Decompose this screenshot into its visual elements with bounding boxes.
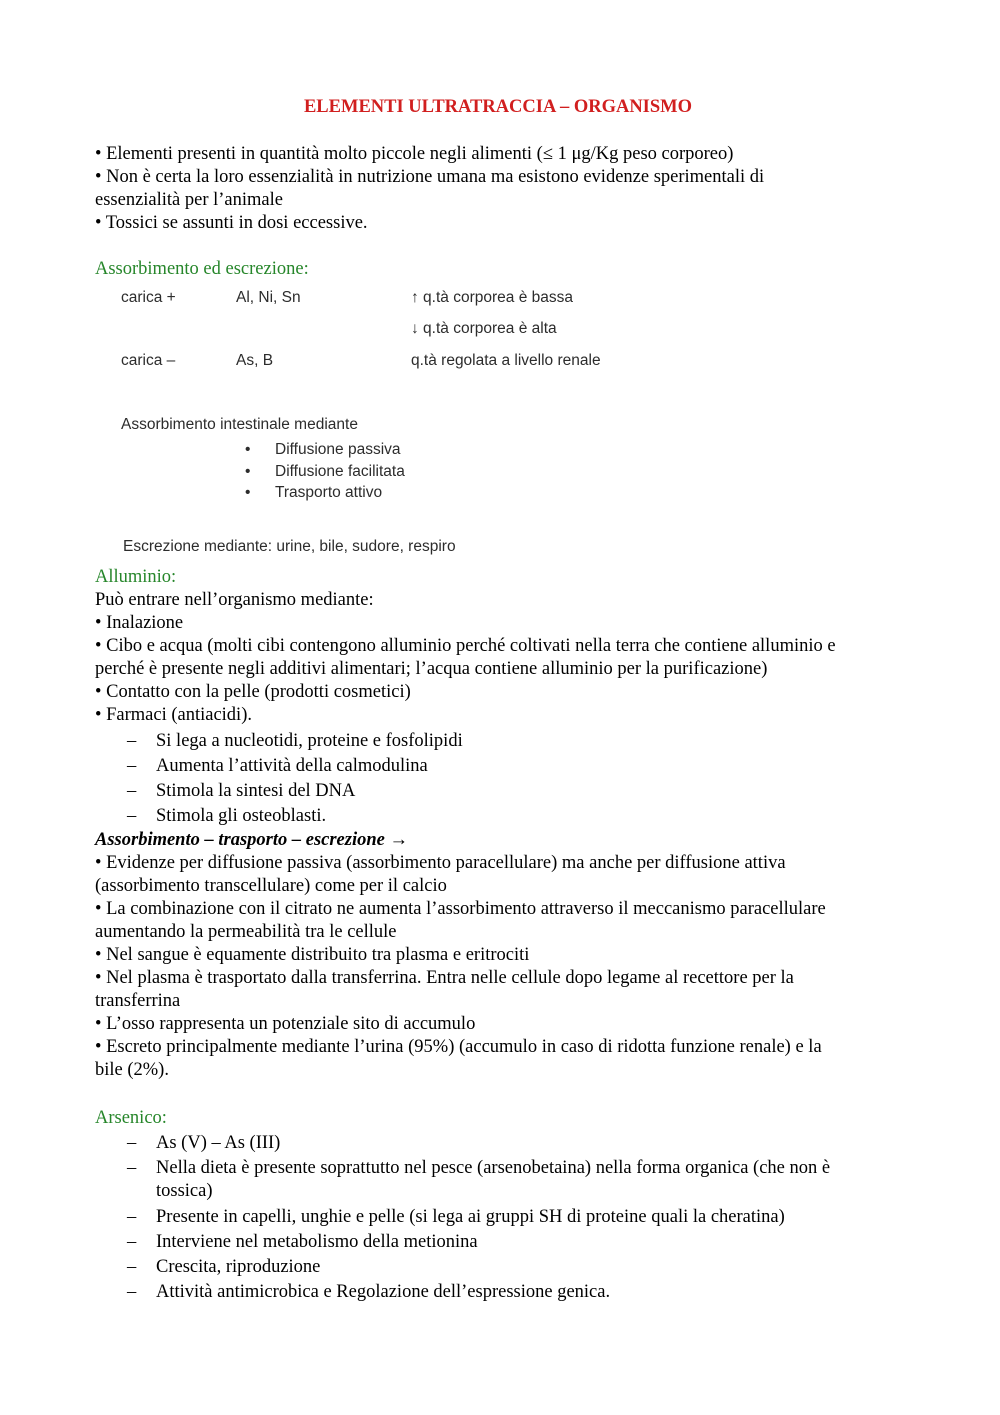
dash-item-text: Attività antimicrobica e Regolazione dell’espressione genica. (156, 1282, 611, 1302)
dash-bullet: – (127, 1133, 137, 1153)
intestinal-item: Diffusione facilitata (275, 463, 405, 480)
alluminio-paragraph (95, 589, 925, 727)
dash-item-text-continued: tossica) (156, 1181, 213, 1201)
section-heading-assorbimento: Assorbimento ed escrezione: (95, 259, 309, 279)
intro-line: • Elementi presenti in quantità molto piccole negli alimenti (≤ 1 μg/Kg peso corporeo) (95, 144, 734, 164)
dash-item-text: Stimola la sintesi del DNA (156, 781, 356, 801)
intro-line: • Non è certa la loro essenzialità in nutrizione umana ma esistono evidenze sperimentali di (95, 167, 765, 187)
text-line: bile (2%). (95, 1060, 169, 1080)
dash-bullet: – (127, 1282, 137, 1302)
text-line: • Farmaci (antiacidi). (95, 705, 252, 725)
bullet-dot: • (245, 441, 251, 458)
text-line: • Cibo e acqua (molti cibi contengono alluminio perché coltivati nella terra che contiene alluminio e (95, 636, 836, 656)
text-line: • Contatto con la pelle (prodotti cosmetici) (95, 682, 411, 702)
subheading-transport: Assorbimento – trasporto – escrezione → (95, 830, 408, 850)
text-line: (assorbimento transcellulare) come per il calcio (95, 876, 447, 896)
section-heading-alluminio: Alluminio: (95, 567, 177, 587)
dash-bullet: – (127, 1257, 137, 1277)
dash-item-text: Presente in capelli, unghie e pelle (si lega ai gruppi SH di proteine quali la cheratina) (156, 1207, 785, 1227)
table-cell-charge: carica – (121, 352, 176, 369)
text-line: • Evidenze per diffusione passiva (assorbimento paracellulare) ma anche per diffusione attiva (95, 853, 786, 873)
page-title: ELEMENTI ULTRATRACCIA – ORGANISMO (303, 97, 693, 117)
dash-item-text: Crescita, riproduzione (156, 1257, 321, 1277)
bullet-dot: • (245, 484, 251, 501)
dash-bullet: – (127, 1158, 137, 1178)
intestinal-item: Diffusione passiva (275, 441, 401, 458)
text-line: aumentando la permeabilità tra le cellule (95, 922, 397, 942)
dash-item-text: Aumenta l’attività della calmodulina (156, 756, 428, 776)
dash-bullet: – (127, 781, 137, 801)
transport-paragraph (95, 852, 925, 1082)
table-cell-note: q.tà regolata a livello renale (411, 352, 601, 369)
section-heading-arsenico: Arsenico: (95, 1108, 167, 1128)
text-line: • Escreto principalmente mediante l’urina (95%) (accumulo in caso di ridotta funzione renale) e la (95, 1037, 822, 1057)
intro-paragraph (95, 143, 925, 235)
intro-line: • Tossici se assunti in dosi eccessive. (95, 213, 368, 233)
intestinal-item: Trasporto attivo (275, 484, 383, 501)
dash-item-text: Nella dieta è presente soprattutto nel pesce (arsenobetaina) nella forma organica (che non è (156, 1158, 831, 1178)
table-cell-note: ↑ q.tà corporea è bassa (411, 289, 573, 306)
text-line: • Inalazione (95, 613, 184, 633)
table-cell-charge: carica + (121, 289, 176, 306)
dash-item-text: Si lega a nucleotidi, proteine e fosfolipidi (156, 731, 463, 751)
dash-bullet: – (127, 756, 137, 776)
table-cell-note: ↓ q.tà corporea è alta (411, 320, 557, 337)
dash-item-text: Interviene nel metabolismo della metionina (156, 1232, 478, 1252)
dash-item-text: Stimola gli osteoblasti. (156, 806, 327, 826)
text-line: • Nel sangue è equamente distribuito tra plasma e eritrociti (95, 945, 530, 965)
intro-line: essenzialità per l’animale (95, 190, 283, 210)
table-cell-elements: As, B (236, 352, 274, 369)
bullet-dot: • (245, 463, 251, 480)
intestinal-title: Assorbimento intestinale mediante (121, 416, 358, 433)
text-line: • La combinazione con il citrato ne aumenta l’assorbimento attraverso il meccanismo paracellulare (95, 899, 826, 919)
dash-bullet: – (127, 806, 137, 826)
excretion-line: Escrezione mediante: urine, bile, sudore, respiro (123, 538, 456, 555)
dash-item-text: As (V) – As (III) (156, 1133, 281, 1153)
text-line: perché è presente negli additivi alimentari; l’acqua contiene alluminio per la purificazione) (95, 659, 768, 679)
dash-bullet: – (127, 1232, 137, 1252)
text-line: • L’osso rappresenta un potenziale sito di accumulo (95, 1014, 476, 1034)
text-line: • Nel plasma è trasportato dalla transferrina. Entra nelle cellule dopo legame al recettore per la (95, 968, 794, 988)
dash-bullet: – (127, 731, 137, 751)
table-cell-elements: Al, Ni, Sn (236, 289, 301, 306)
text-line: Può entrare nell’organismo mediante: (95, 590, 374, 610)
dash-bullet: – (127, 1207, 137, 1227)
text-line: transferrina (95, 991, 181, 1011)
